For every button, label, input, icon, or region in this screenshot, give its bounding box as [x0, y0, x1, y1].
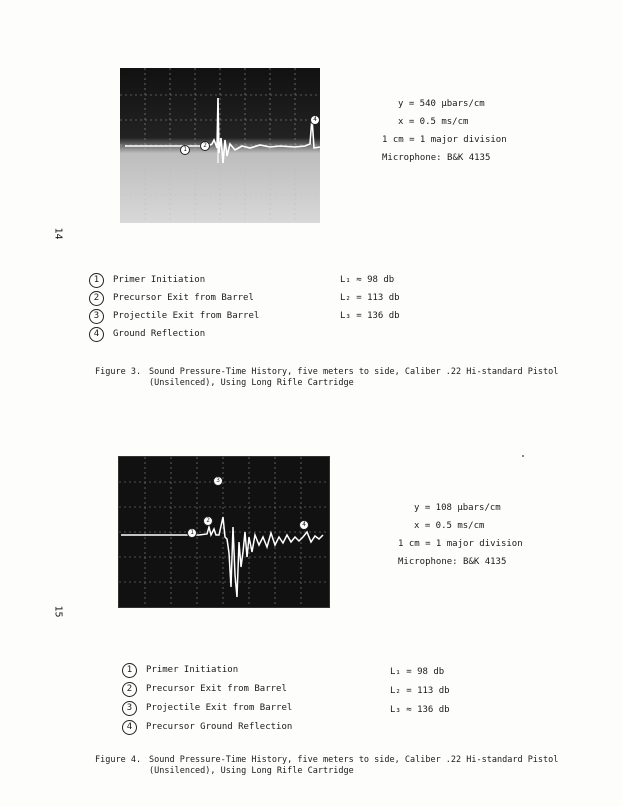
page-number-14: 14 — [52, 227, 64, 240]
figure3-legend-item-3 — [89, 309, 259, 323]
figure3-legend-item-1 — [89, 273, 205, 287]
figure4-y-scale: y = 108 μbars/cm — [414, 503, 501, 513]
figure3-legend-item-2 — [89, 291, 254, 305]
figure4-legend-item-4 — [122, 720, 292, 734]
legend-label: Projectile Exit from Barrel — [146, 703, 293, 713]
figure4-marker-4: 4 — [299, 511, 309, 530]
figure4-caption-line1: Sound Pressure-Time History, five meters to side, Caliber .22 Hi-standard Pistol — [149, 755, 559, 765]
figure4-level-2: L₂ = 113 db — [390, 686, 450, 696]
legend-label: Primer Initiation — [146, 665, 239, 675]
figure4-x-scale: x = 0.5 ms/cm — [414, 521, 485, 531]
figure3-caption-line2: (Unsilenced), Using Long Rifle Cartridge — [149, 378, 354, 388]
legend-number: 3 — [89, 309, 104, 324]
legend-label: Projectile Exit from Barrel — [113, 311, 260, 321]
figure4-caption — [95, 755, 575, 777]
figure4-legend-item-2 — [122, 682, 287, 696]
legend-number: 1 — [89, 273, 104, 288]
figure4-level-3: L₃ ≈ 136 db — [390, 705, 450, 715]
legend-number: 4 — [89, 327, 104, 342]
figure4-caption-line2: (Unsilenced), Using Long Rifle Cartridge — [149, 766, 354, 776]
figure4-microphone: Microphone: B&K 4135 — [398, 557, 507, 567]
legend-number: 1 — [122, 663, 137, 678]
legend-label: Primer Initiation — [113, 275, 206, 285]
figure3-legend-item-4 — [89, 327, 205, 341]
figure3-level-3: L₃ = 136 db — [340, 311, 400, 321]
figure3-division: 1 cm = 1 major division — [382, 135, 507, 145]
figure4-parameters — [398, 499, 523, 571]
figure4-legend-item-1 — [122, 663, 238, 677]
figure3-level-2: L₂ = 113 db — [340, 293, 400, 303]
figure3-microphone: Microphone: B&K 4135 — [382, 153, 491, 163]
figure4-oscilloscope-photo — [118, 456, 330, 608]
figure4-marker-1: 1 — [187, 519, 197, 538]
legend-number: 2 — [89, 291, 104, 306]
figure3-marker-4: 4 — [310, 106, 320, 125]
figure4-caption-label: Figure 4. — [95, 755, 142, 765]
speck — [522, 455, 524, 457]
figure3-caption-line1: Sound Pressure-Time History, five meters to side, Caliber .22 Hi-standard Pistol — [149, 367, 559, 377]
legend-label: Precursor Exit from Barrel — [146, 684, 287, 694]
figure3-caption — [95, 367, 565, 389]
figure3-oscilloscope-photo — [120, 68, 320, 223]
figure3-marker-1: 1 — [180, 136, 190, 155]
legend-number: 3 — [122, 701, 137, 716]
legend-number: 2 — [122, 682, 137, 697]
figure4-marker-2: 2 — [203, 507, 213, 526]
legend-label: Ground Reflection — [113, 329, 206, 339]
figure3-caption-label: Figure 3. — [95, 367, 142, 377]
figure3-parameters — [382, 95, 507, 167]
figure3-marker-2: 2 — [200, 132, 210, 151]
legend-number: 4 — [122, 720, 137, 735]
figure4-legend-item-3 — [122, 701, 292, 715]
legend-label: Precursor Ground Reflection — [146, 722, 293, 732]
figure4-marker-3: 3 — [213, 467, 223, 486]
figure4-level-1: L₁ = 98 db — [390, 667, 445, 677]
figure3-x-scale: x = 0.5 ms/cm — [398, 117, 469, 127]
legend-label: Precursor Exit from Barrel — [113, 293, 254, 303]
figure4-division: 1 cm = 1 major division — [398, 539, 523, 549]
page-number-15: 15 — [52, 605, 64, 618]
figure3-y-scale: y = 540 μbars/cm — [398, 99, 485, 109]
figure3-level-1: L₁ ≈ 98 db — [340, 275, 395, 285]
